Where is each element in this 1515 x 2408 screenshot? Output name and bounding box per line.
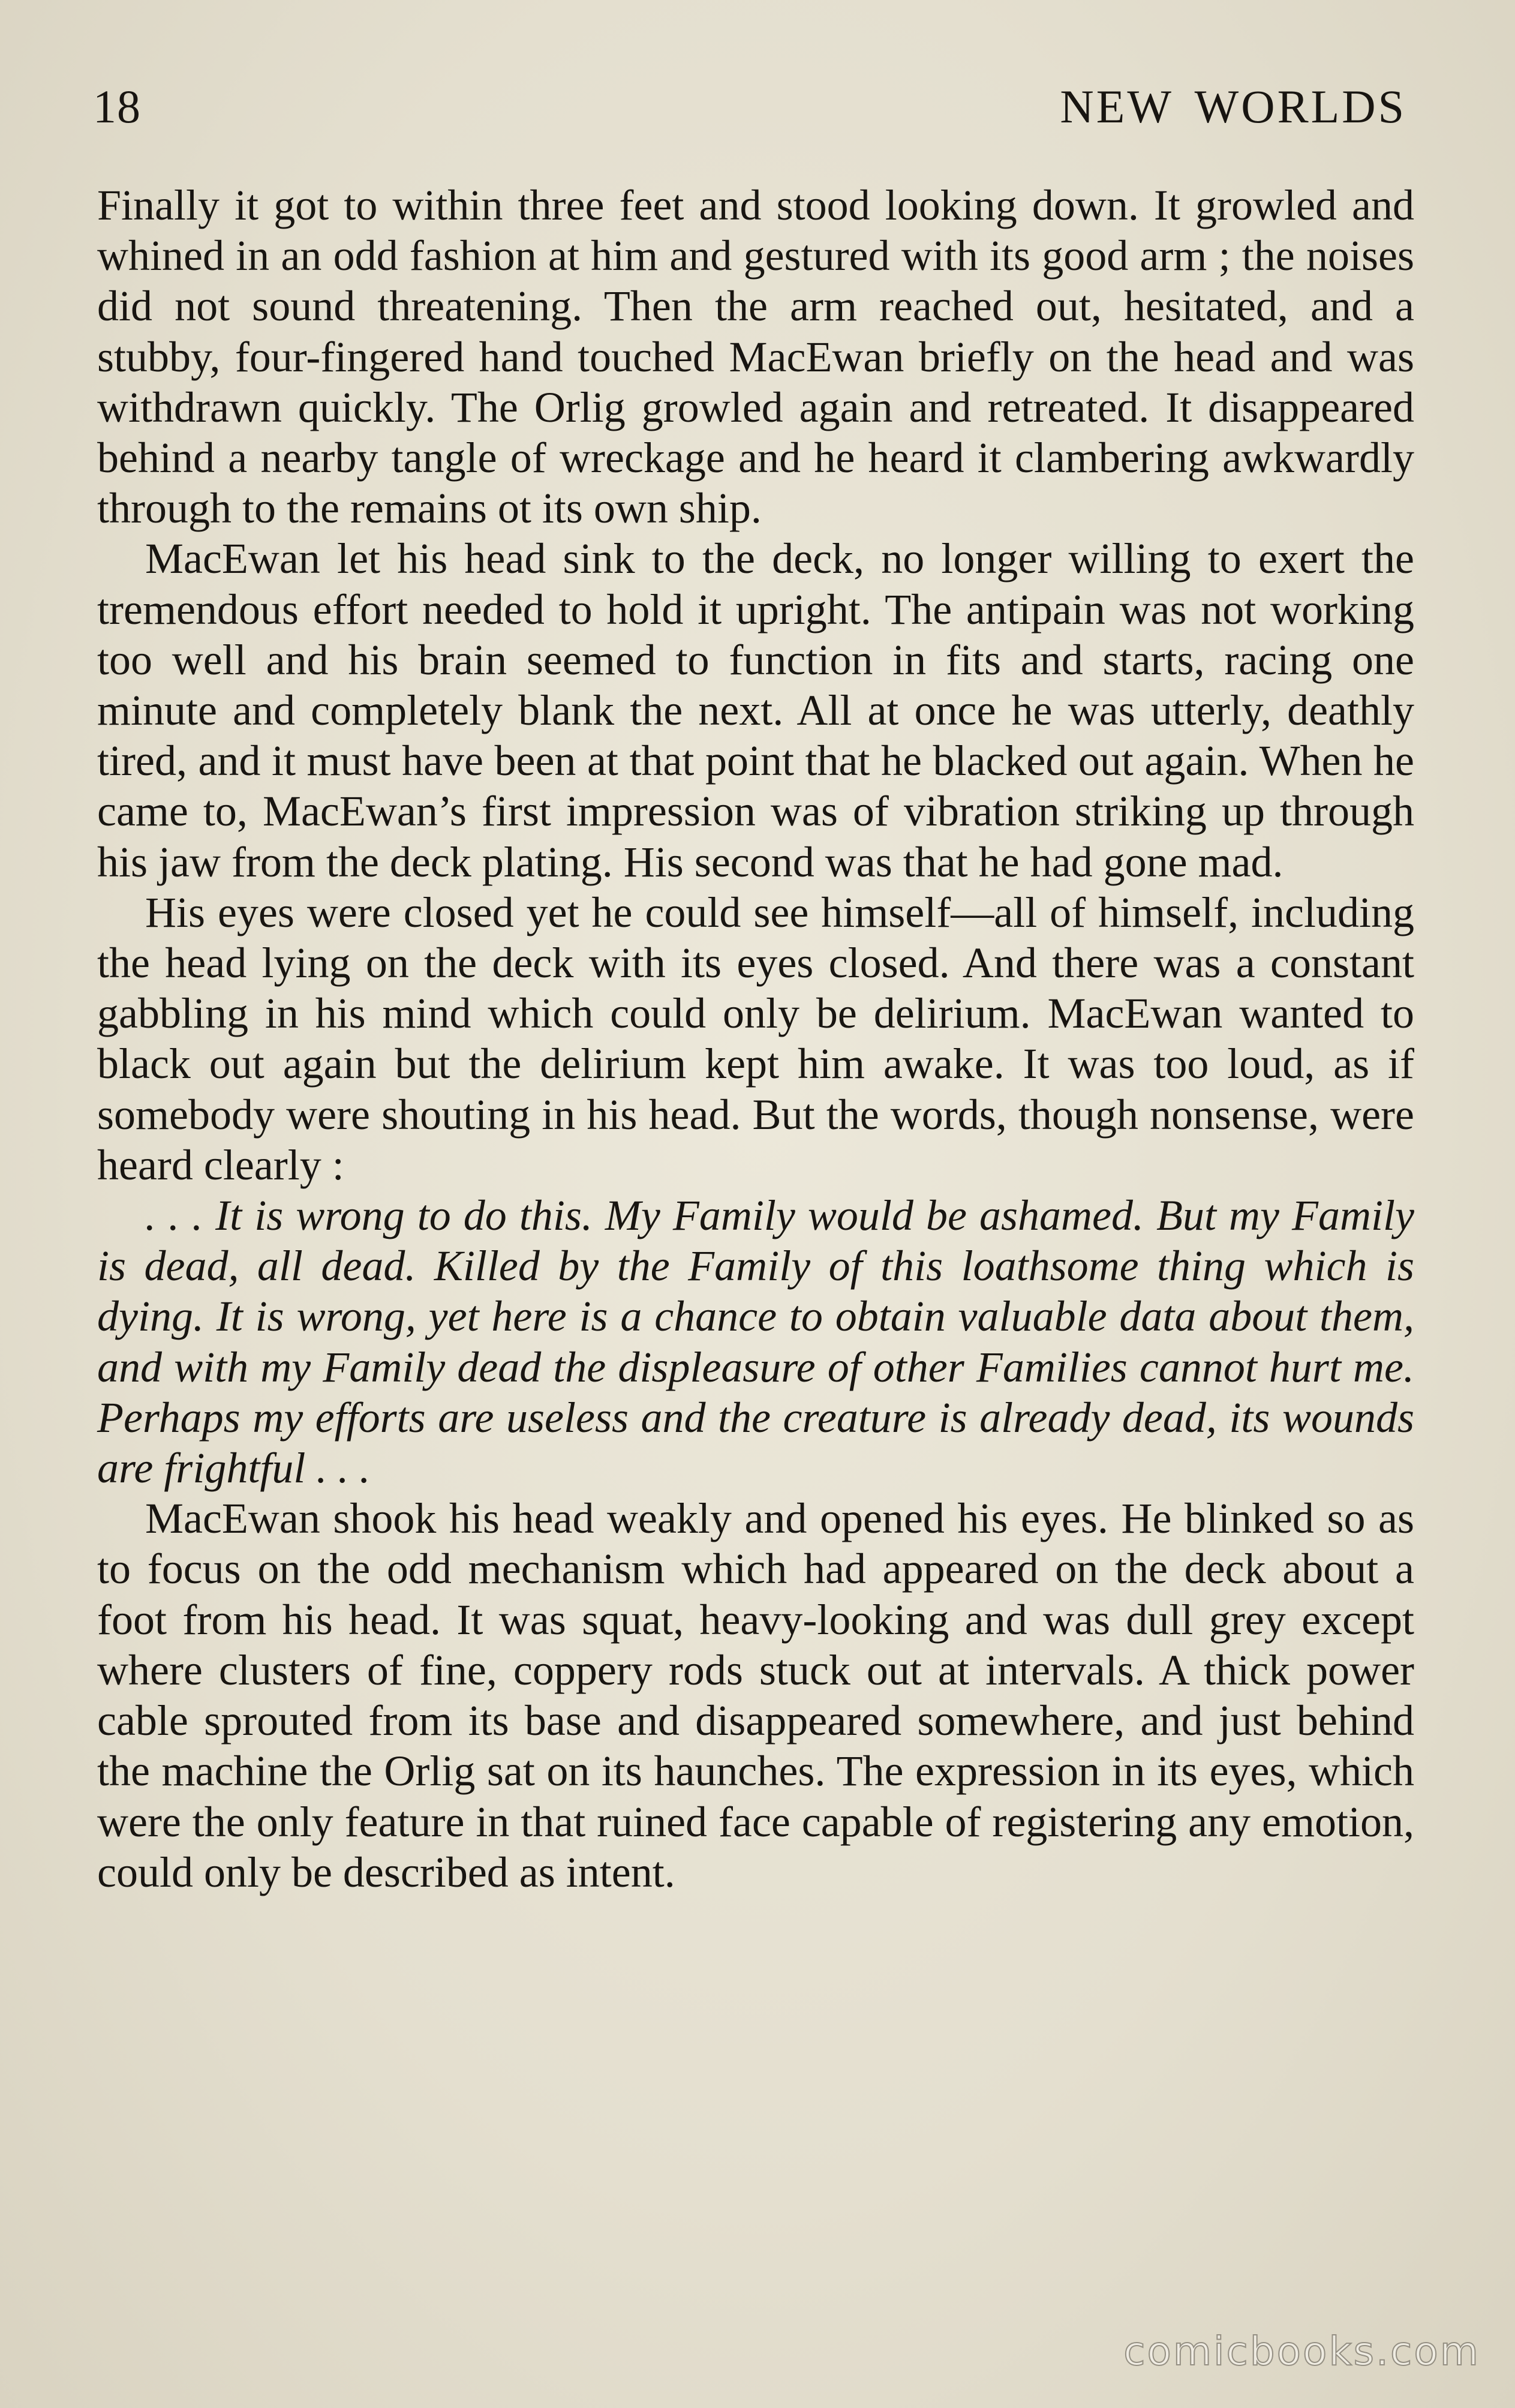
watermark: comicbooks.com xyxy=(1123,2328,1480,2374)
story-text xyxy=(97,180,1414,1897)
running-head: NEW WORLDS xyxy=(1060,80,1406,133)
paragraph-2: MacEwan let his head sink to the deck, no longer willing to exert the tremendous effort needed to hold it upright. The antipain was not working too well and his brain seemed to function in fits and starts, racing one minute and completely blank the next. All at once he was utterly, deathly tired, and it must have been at that point that he blacked out again. When he came to, MacEwan’s first impression was of vibration striking up through his jaw from the deck plating. His second was that he had gone mad. xyxy=(97,535,1414,886)
paragraph-1: Finally it got to within three feet and stood looking down. It growled and whined in an odd fashion at him and gestured with its good arm ; the noises did not sound threatening. Then the arm reached out, hesitated, and a stubby, four-fingered hand touched MacEwan briefly on the head and was withdrawn quickly. The Orlig growled again and retreated. It disappeared behind a nearby tangle of wreckage and he heard it clambering awkwardly through to the remains ot its own ship. xyxy=(97,181,1414,533)
page-header xyxy=(93,77,1406,137)
page-number: 18 xyxy=(93,80,141,133)
paragraph-3: His eyes were closed yet he could see himself—all of himself, including the head lying on the deck with its eyes closed. And there was a constant gabbling in his mind which could only be delirium. MacEwan wanted to black out again but the delirium kept him awake. It was too loud, as if somebody were shouting in his head. But the words, though nonsense, were heard clearly : xyxy=(97,888,1414,1189)
telepathic-thought-paragraph: . . . It is wrong to do this. My Family would be ashamed. But my Family is dead, all dead. Killed by the Family of this loathsome thing which is dying. It is wrong, yet here is a chance to obtain valuable data about them, and with my Family dead the displeasure of other Families cannot hurt me. Perhaps my efforts are useless and the creature is already dead, its wounds are frightful . . . xyxy=(97,1191,1414,1493)
paragraph-5: MacEwan shook his head weakly and opened his eyes. He blinked so as to focus on the odd mechanism which had appeared on the deck about a foot from his head. It was squat, heavy-looking and was dull grey except where clusters of fine, coppery rods stuck out at intervals. A thick power cable sprouted from its base and disappeared somewhere, and just behind the machine the Orlig sat on its haunches. The expression in its eyes, which were the only feature in that ruined face capable of registering any emotion, could only be described as intent. xyxy=(97,1494,1414,1896)
